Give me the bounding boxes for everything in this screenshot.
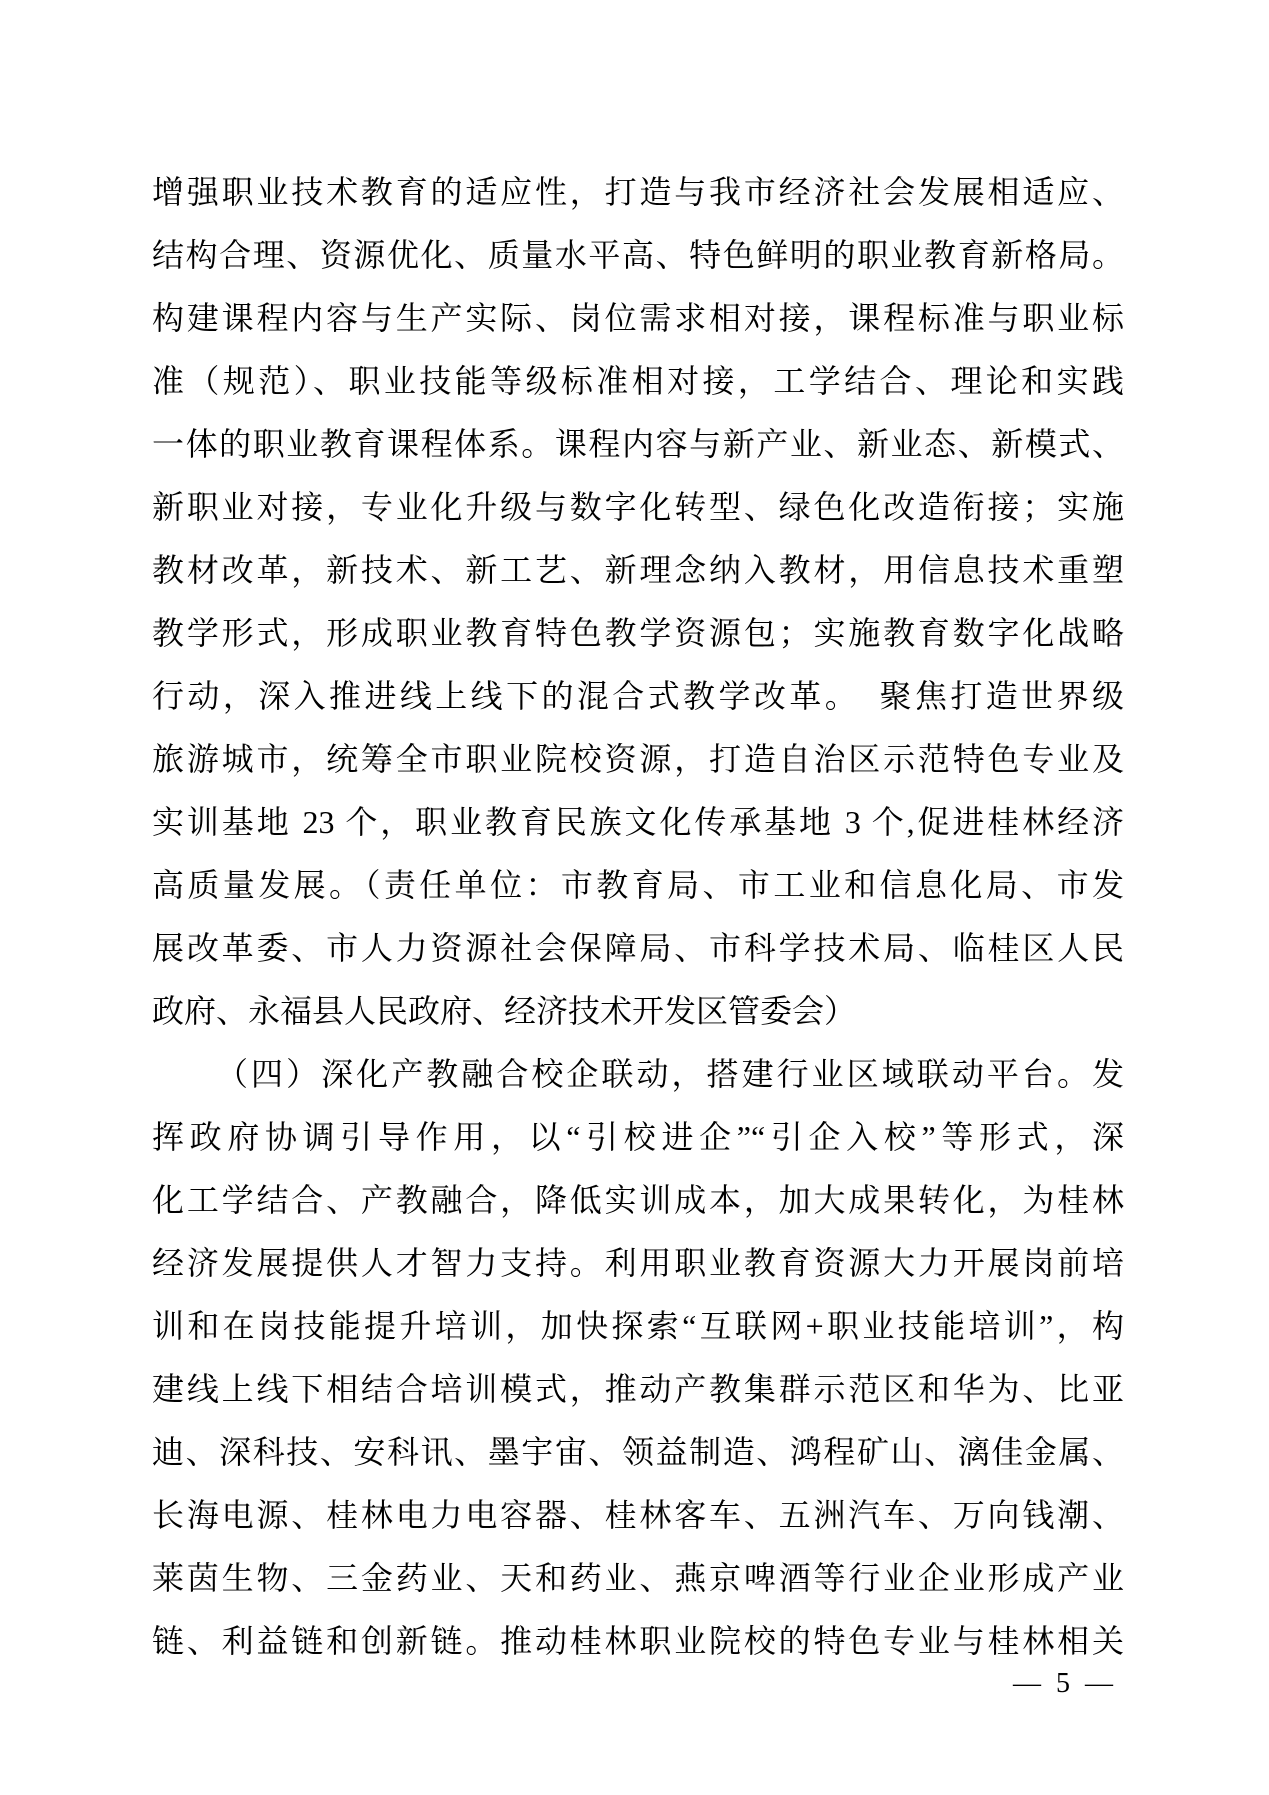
text-line: 增强职业技术教育的适应性，打造与我市经济社会发展相适应、 [152, 174, 1124, 210]
text-line: 链、利益链和创新链。推动桂林职业院校的特色专业与桂林相关 [152, 1623, 1124, 1659]
text-line: 高质量发展。（责任单位：市教育局、市工业和信息化局、市发 [152, 867, 1124, 903]
text-line: 经济发展提供人才智力支持。利用职业教育资源大力开展岗前培 [152, 1245, 1124, 1281]
text-line: 实训基地 23 个，职业教育民族文化传承基地 3 个,促进桂林经济 [152, 804, 1124, 840]
text-line: 一体的职业教育课程体系。课程内容与新产业、新业态、新模式、 [152, 426, 1124, 462]
text-line: 行动，深入推进线上线下的混合式教学改革。 聚焦打造世界级 [152, 678, 1124, 714]
text-line: 训和在岗技能提升培训，加快探索“互联网+职业技能培训”，构 [152, 1308, 1124, 1344]
text-line: 迪、深科技、安科讯、墨宇宙、领益制造、鸿程矿山、漓佳金属、 [152, 1434, 1124, 1470]
text-line: 新职业对接，专业化升级与数字化转型、绿色化改造衔接；实施 [152, 489, 1124, 525]
document-body [152, 161, 1124, 1673]
text-line: 展改革委、市人力资源社会保障局、市科学技术局、临桂区人民 [152, 930, 1124, 966]
text-line-paragraph-start: （四）深化产教融合校企联动，搭建行业区域联动平台。发 [216, 1056, 1124, 1092]
text-line: 旅游城市，统筹全市职业院校资源，打造自治区示范特色专业及 [152, 741, 1124, 777]
text-line: 莱茵生物、三金药业、天和药业、燕京啤酒等行业企业形成产业 [152, 1560, 1124, 1596]
text-line: 结构合理、资源优化、质量水平高、特色鲜明的职业教育新格局。 [152, 237, 1124, 273]
text-line: 教学形式，形成职业教育特色教学资源包；实施教育数字化战略 [152, 615, 1124, 651]
text-line: 准（规范）、职业技能等级标准相对接，工学结合、理论和实践 [152, 363, 1124, 399]
text-line-paragraph-end: 政府、永福县人民政府、经济技术开发区管委会） [152, 993, 857, 1029]
text-line: 长海电源、桂林电力电容器、桂林客车、五洲汽车、万向钱潮、 [152, 1497, 1124, 1533]
text-line: 构建课程内容与生产实际、岗位需求相对接，课程标准与职业标 [152, 300, 1124, 336]
text-line: 建线上线下相结合培训模式，推动产教集群示范区和华为、比亚 [152, 1371, 1124, 1407]
text-line: 挥政府协调引导作用，以“引校进企”“引企入校”等形式，深 [152, 1119, 1124, 1155]
text-line: 化工学结合、产教融合，降低实训成本，加大成果转化，为桂林 [152, 1182, 1124, 1218]
text-line: 教材改革，新技术、新工艺、新理念纳入教材，用信息技术重塑 [152, 552, 1124, 588]
page-number: — 5 — [1013, 1668, 1117, 1699]
